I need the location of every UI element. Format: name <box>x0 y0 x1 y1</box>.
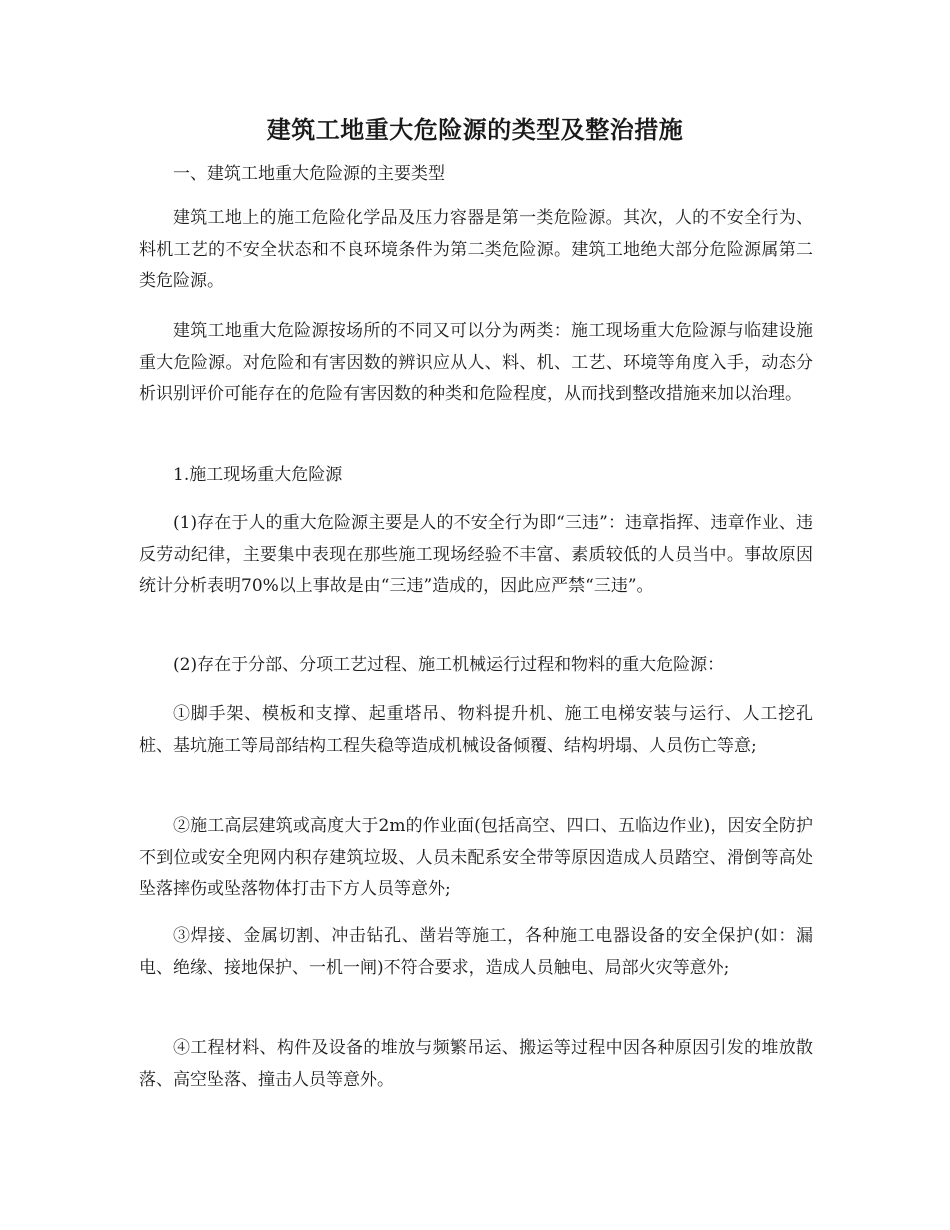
paragraph-2: 建筑工地重大危险源按场所的不同又可以分为两类：施工现场重大危险源与临建设施重大危险源。对危险和有害因数的辨识应从人、料、机、工艺、环境等角度入手，动态分析识别评价可能存在的危险有害因数的种类和危险程度，从而找到整改措施来加以治理。 <box>139 321 813 404</box>
section-heading-1: 一、建筑工地重大危险源的主要类型 <box>173 164 445 184</box>
list-item-4: ④工程材料、构件及设备的堆放与频繁吊运、搬运等过程中因各种原因引发的堆放散落、高空坠落、撞击人员等意外。 <box>139 1038 813 1090</box>
list-item-2: ②施工高层建筑或高度大于2m的作业面(包括高空、四口、五临边作业)，因安全防护不到位或安全兜网内积存建筑垃圾、人员未配系安全带等原因造成人员踏空、滑倒等高处坠落摔伤或坠落物体打击下方人员等意外; <box>139 816 813 899</box>
list-item-3: ③焊接、金属切割、冲击钻孔、凿岩等施工，各种施工电器设备的安全保护(如：漏电、绝缘、接地保护、一机一闸)不符合要求，造成人员触电、局部火灾等意外; <box>139 926 813 978</box>
paragraph-1: 建筑工地上的施工危险化学品及压力容器是第一类危险源。其次，人的不安全行为、料机工艺的不安全状态和不良环境条件为第二类危险源。建筑工地绝大部分危险源属第二类危险源。 <box>139 208 813 291</box>
list-item-1: ①脚手架、模板和支撑、起重塔吊、物料提升机、施工电梯安装与运行、人工挖孔桩、基坑施工等局部结构工程失稳等造成机械设备倾覆、结构坍塌、人员伤亡等意; <box>139 704 813 756</box>
paragraph-4: (2)存在于分部、分项工艺过程、施工机械运行过程和物料的重大危险源： <box>173 655 725 675</box>
paragraph-3: (1)存在于人的重大危险源主要是人的不安全行为即“三违”：违章指挥、违章作业、违反劳动纪律，主要集中表现在那些施工现场经验不丰富、素质较低的人员当中。事故原因统计分析表明70%以上事故是由“三违”造成的，因此应严禁“三违”。 <box>139 513 813 596</box>
document-title: 建筑工地重大危险源的类型及整治措施 <box>266 115 684 144</box>
subsection-heading-1: 1.施工现场重大危险源 <box>173 465 343 485</box>
